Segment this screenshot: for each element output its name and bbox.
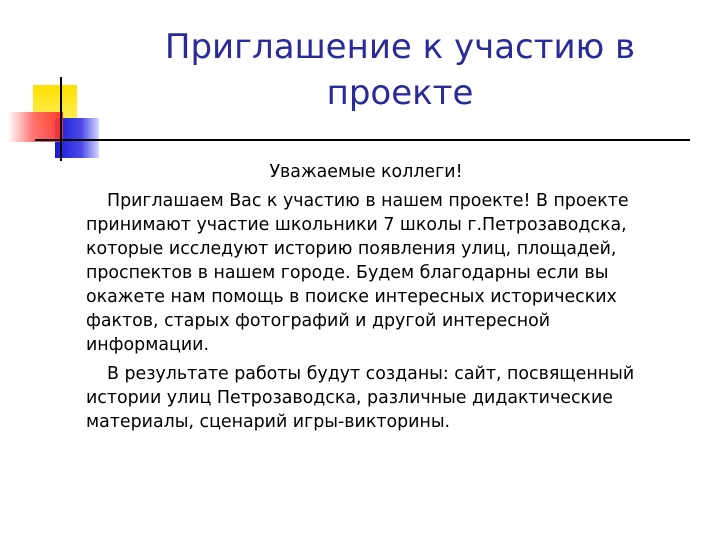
red-square bbox=[8, 112, 63, 142]
decorative-squares-graphic bbox=[0, 0, 110, 170]
slide-title: Приглашение к участию в проекте bbox=[164, 27, 636, 113]
slide-body bbox=[86, 160, 646, 439]
paragraph-invitation: Приглашаем Вас к участию в нашем проекте! В проекте принимают участие школьники 7 школы г.Петрозаводска, которые исследуют историю появления улиц, площадей, проспектов в нашем городе. Будем благодарны если вы окажете нам помощь в поиске интересных исторических фактов, старых фотографий и другой интересной информации. bbox=[86, 191, 629, 355]
paragraph-results: В результате работы будут созданы: сайт, посвященный истории улиц Петрозаводска, различные дидактические материалы, сценарий игры-викторины. bbox=[86, 364, 635, 432]
title-divider-line bbox=[35, 139, 690, 141]
vertical-line bbox=[60, 77, 62, 161]
greeting-text: Уважаемые коллеги! bbox=[269, 162, 463, 182]
